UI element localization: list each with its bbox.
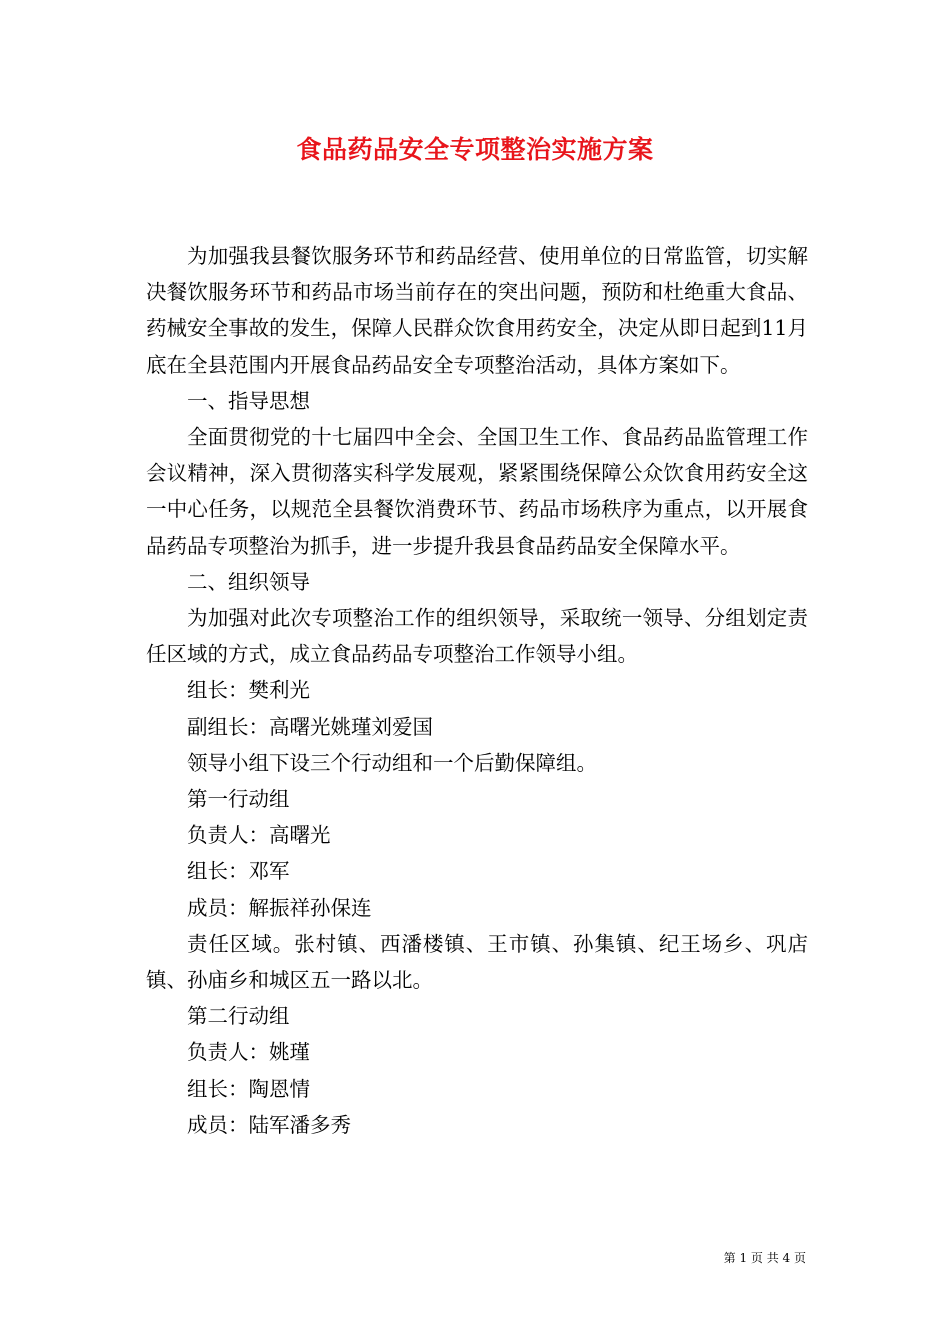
team-leader-line: 组长：樊利光 — [187, 678, 310, 703]
group-1-heading: 第一行动组 — [187, 787, 290, 812]
group-2-members: 成员：陆军潘多秀 — [187, 1112, 351, 1137]
deputy-leader-line: 副组长：高曙光姚瑾刘爱国 — [187, 714, 433, 739]
group-2-responsible: 负责人：姚瑾 — [187, 1040, 310, 1065]
document-body — [146, 238, 808, 1143]
group-1-area: 责任区域。张村镇、西潘楼镇、王市镇、孙集镇、纪王场乡、巩店镇、孙庙乡和城区五一路以北。 — [146, 931, 808, 993]
group-1-leader: 组长：邓军 — [187, 859, 290, 884]
paragraph-intro: 为加强我县餐饮服务环节和药品经营、使用单位的日常监管，切实解决餐饮服务环节和药品市场当前存在的突出问题，预防和杜绝重大食品、药械安全事故的发生，保障人民群众饮食用药安全，决定从即日起到11月底在全县范围内开展食品药品安全专项整治活动，具体方案如下。 — [146, 244, 808, 377]
group-2-heading: 第二行动组 — [187, 1004, 290, 1029]
page-footer: 第 1 页 共 4 页 — [723, 1251, 806, 1265]
document-title: 食品药品安全专项整治实施方案 — [296, 135, 654, 164]
section-heading-organization: 二、组织领导 — [187, 569, 310, 594]
section-heading-guiding-thought: 一、指导思想 — [187, 388, 310, 413]
paragraph-organization: 为加强对此次专项整治工作的组织领导，采取统一领导、分组划定责任区域的方式，成立食品药品专项整治工作领导小组。 — [146, 606, 808, 667]
groups-overview-line: 领导小组下设三个行动组和一个后勤保障组。 — [187, 750, 597, 775]
group-1-responsible: 负责人：高曙光 — [187, 823, 331, 848]
paragraph-guiding-thought: 全面贯彻党的十七届四中全会、全国卫生工作、食品药品监管理工作会议精神，深入贯彻落实科学发展观，紧紧围绕保障公众饮食用药安全这一中心任务，以规范全县餐饮消费环节、药品市场秩序为重点，以开展食品药品专项整治为抓手，进一步提升我县食品药品安全保障水平。 — [146, 425, 808, 558]
group-2-leader: 组长：陶恩情 — [187, 1076, 310, 1101]
group-1-members: 成员：解振祥孙保连 — [187, 895, 372, 920]
